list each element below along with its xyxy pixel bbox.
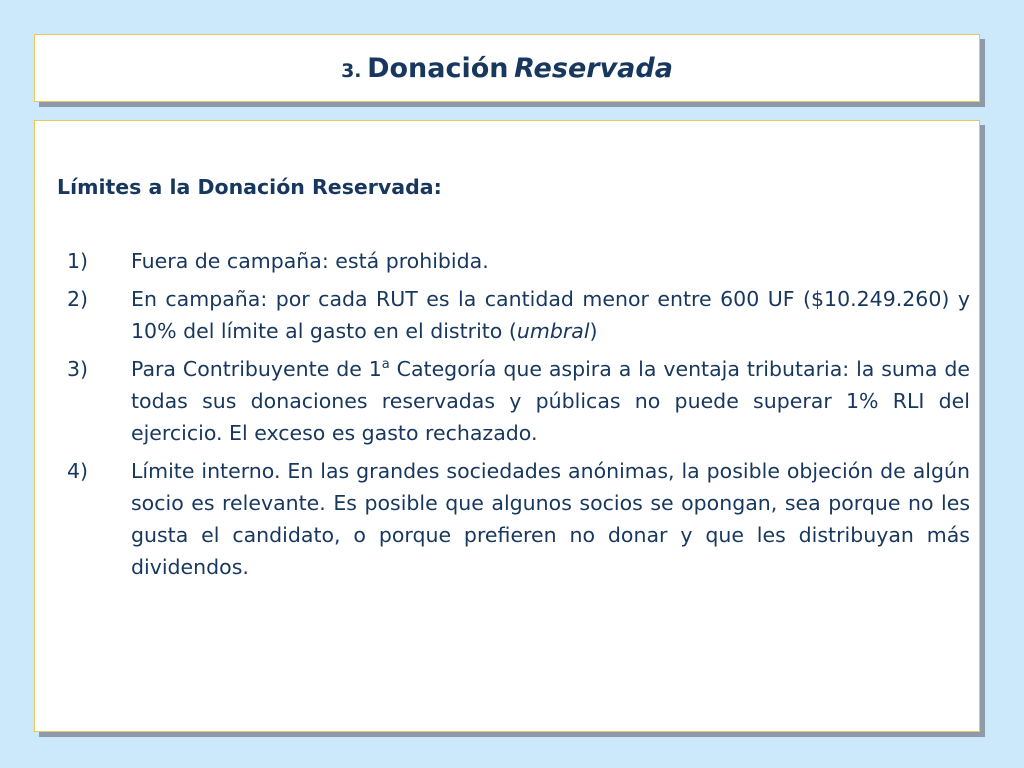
list-marker: 4) [67, 459, 89, 483]
list-marker: 1) [67, 249, 89, 273]
list-item-superscript: a [381, 357, 390, 373]
list-item-1 [67, 245, 970, 277]
limits-list [67, 245, 970, 589]
list-item-3 [67, 353, 970, 449]
list-item-text-before: Para Contribuyente de 1 [131, 357, 382, 381]
list-item-text-before: En campaña: por cada RUT es la cantidad menor entre 600 UF ($10.249.260) y 10% del límite al gasto en el distrito ( [131, 287, 970, 343]
title-number: 3. [341, 59, 362, 82]
list-item-text [131, 283, 970, 347]
list-item-text [131, 353, 970, 449]
list-item-text-after: Categoría que aspira a la ventaja tributaria: la suma de todas sus donaciones reservadas y públicas no puede superar 1% RLI del ejercicio. El exceso es gasto rechazado. [131, 357, 970, 445]
title-main: Donación [367, 52, 509, 84]
slide-title [341, 53, 673, 84]
list-item-text: Límite interno. En las grandes sociedades anónimas, la posible objeción de algún socio es relevante. Es posible que algunos socios se opongan, sea porque no les gusta el candidato, o porque prefieren no donar y que les distribuyan más dividendos. [131, 459, 970, 579]
title-italic: Reservada [514, 52, 673, 84]
content-box [34, 120, 980, 732]
title-box [34, 34, 980, 102]
list-item-4 [67, 455, 970, 583]
list-item-text: Fuera de campaña: está prohibida. [131, 249, 489, 273]
list-item-2 [67, 283, 970, 347]
list-marker: 2) [67, 287, 89, 311]
section-heading: Límites a la Donación Reservada: [57, 175, 442, 199]
list-item-text-italic: umbral [516, 319, 590, 343]
list-marker: 3) [67, 357, 89, 381]
list-item-text-after: ) [589, 319, 598, 343]
